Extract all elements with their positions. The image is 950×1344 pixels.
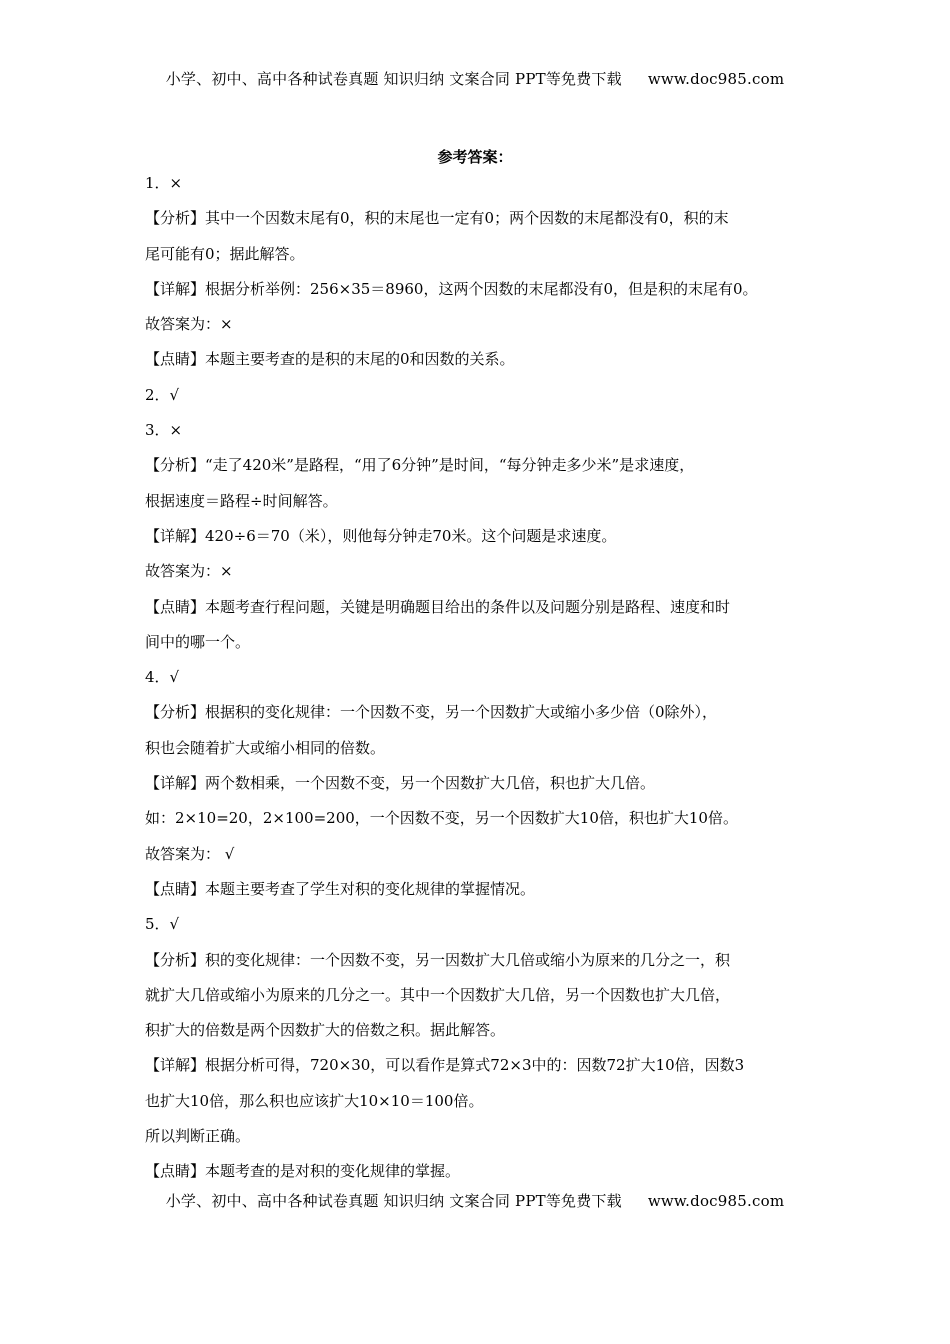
answer-line: 也扩大10倍，那么积也应该扩大10×10＝100倍。: [145, 1091, 484, 1110]
answer-line: 就扩大几倍或缩小为原来的几分之一。其中一个因数扩大几倍，另一个因数也扩大几倍，: [145, 985, 731, 1004]
answer-line: 【分析】根据积的变化规律：一个因数不变，另一个因数扩大或缩小多少倍（0除外），: [145, 703, 718, 722]
answer-line: 【详解】420÷6＝70（米），则他每分钟走70米。这个问题是求速度。: [145, 526, 617, 545]
answer-line: 【点睛】本题主要考查的是积的末尾的0和因数的关系。: [145, 350, 515, 369]
answer-line: 故答案为：×: [145, 315, 233, 334]
answer-line: 【详解】两个数相乘，一个因数不变，另一个因数扩大几倍，积也扩大几倍。: [145, 774, 656, 793]
footer-text: 小学、初中、高中各种试卷真题 知识归纳 文案合同 PPT等免费下载: [165, 1192, 622, 1210]
footer-site-link[interactable]: www.doc985.com: [647, 1192, 785, 1210]
answer-line: 【分析】积的变化规律：一个因数不变，另一因数扩大几倍或缩小为原来的几分之一，积: [145, 950, 731, 969]
answer-line: 5．√: [145, 915, 180, 934]
page-header: [0, 68, 950, 89]
page-title: 参考答案：: [437, 148, 513, 166]
answer-line: 故答案为：×: [145, 562, 233, 581]
answer-line: 积也会随着扩大或缩小相同的倍数。: [145, 738, 386, 757]
answer-line: 积扩大的倍数是两个因数扩大的倍数之积。据此解答。: [145, 1021, 506, 1040]
answer-line: 所以判断正确。: [145, 1127, 251, 1146]
answer-line: 故答案为： √: [145, 844, 235, 863]
answer-line: 尾可能有0；据此解答。: [145, 244, 305, 263]
answer-line: 【点睛】本题考查行程问题，关键是明确题目给出的条件以及问题分别是路程、速度和时: [145, 597, 731, 616]
answer-line: 【点睛】本题主要考查了学生对积的变化规律的掌握情况。: [145, 879, 536, 898]
answer-line: 【分析】其中一个因数末尾有0，积的末尾也一定有0；两个因数的末尾都没有0，积的末: [145, 209, 729, 228]
header-site-link[interactable]: www.doc985.com: [647, 70, 785, 88]
answer-line: 如：2×10=20，2×100=200，一个因数不变，另一个因数扩大10倍，积也扩大10倍。: [145, 809, 738, 828]
answer-line: 【点睛】本题考查的是对积的变化规律的掌握。: [145, 1162, 461, 1181]
answer-line: 根据速度＝路程÷时间解答。: [145, 491, 338, 510]
answer-line: 4．√: [145, 668, 180, 687]
header-text: 小学、初中、高中各种试卷真题 知识归纳 文案合同 PPT等免费下载: [165, 70, 622, 88]
answer-line: 1．×: [145, 174, 183, 192]
answer-line: 2．√: [145, 385, 180, 404]
page-footer: [0, 1190, 950, 1211]
answer-line: 【分析】“走了420米”是路程，“用了6分钟”是时间，“每分钟走多少米”是求速度，: [145, 456, 695, 475]
answer-line: 3．×: [145, 421, 183, 440]
answer-line: 【详解】根据分析可得，720×30，可以看作是算式72×3中的：因数72扩大10倍，因数3: [145, 1056, 745, 1075]
answer-line: 间中的哪一个。: [145, 632, 251, 651]
answer-line: 【详解】根据分析举例：256×35＝8960，这两个因数的末尾都没有0，但是积的末尾有0。: [145, 279, 758, 298]
answer-content: [145, 166, 815, 1190]
